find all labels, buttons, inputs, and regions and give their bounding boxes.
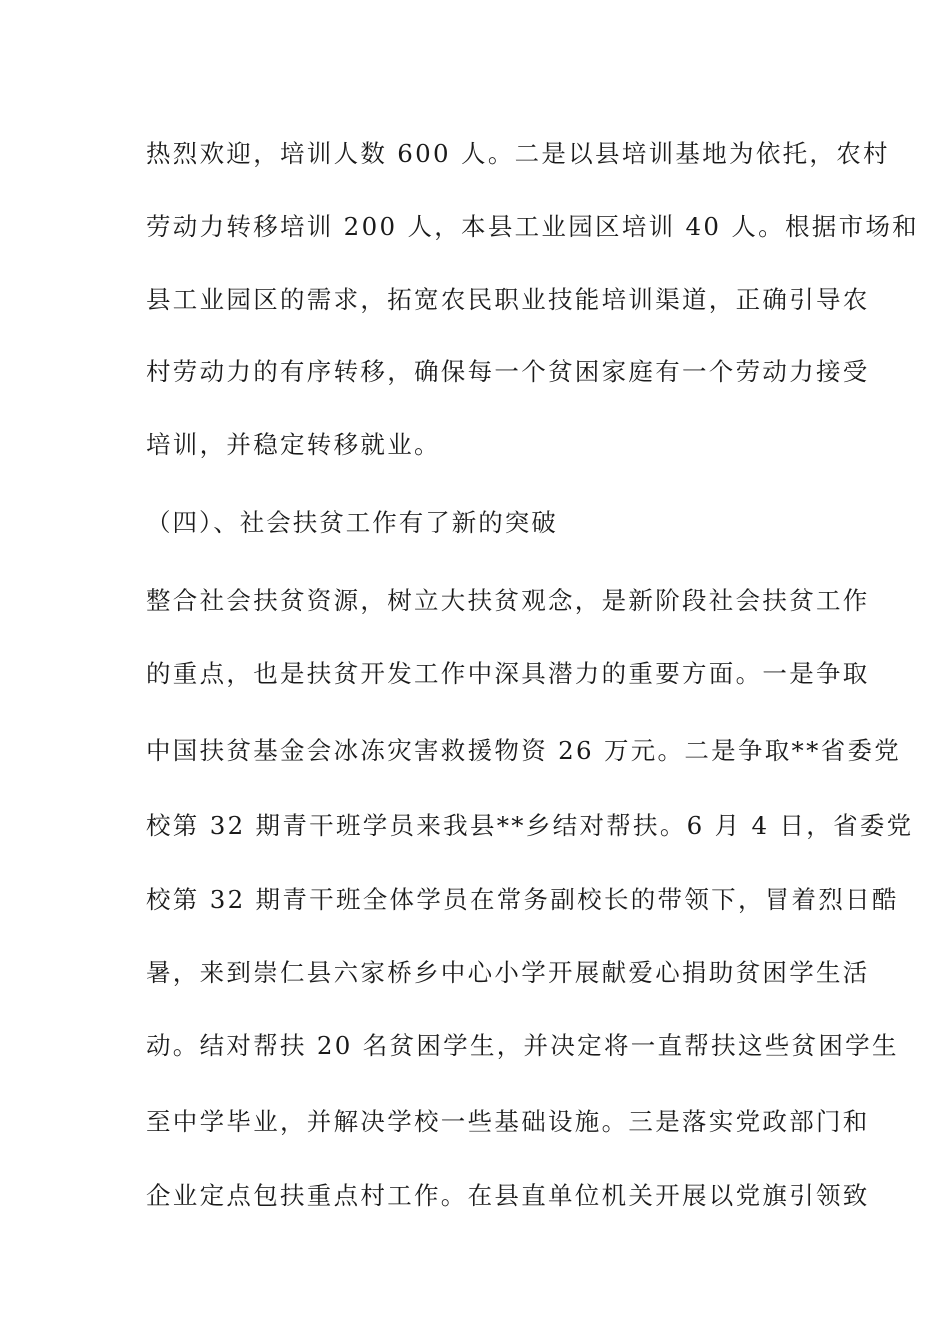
paragraph-line: 校第 32 期青干班学员来我县**乡结对帮扶。6 月 4 日，省委党 [146, 811, 914, 840]
paragraph-line: 整合社会扶贫资源，树立大扶贫观念，是新阶段社会扶贫工作 [146, 586, 870, 615]
paragraph-line: 县工业园区的需求，拓宽农民职业技能培训渠道，正确引导农 [146, 285, 870, 314]
paragraph-line: 暑，来到崇仁县六家桥乡中心小学开展献爱心捐助贫困学生活 [146, 958, 870, 987]
paragraph-line: 的重点，也是扶贫开发工作中深具潜力的重要方面。一是争取 [146, 659, 870, 688]
paragraph-line: 培训，并稳定转移就业。 [146, 430, 441, 459]
paragraph-line: 动。结对帮扶 20 名贫困学生，并决定将一直帮扶这些贫困学生 [146, 1031, 899, 1060]
paragraph-line: 村劳动力的有序转移，确保每一个贫困家庭有一个劳动力接受 [146, 357, 870, 386]
section-heading: （四）、社会扶贫工作有了新的突破 [146, 508, 558, 537]
paragraph-line: 劳动力转移培训 200 人，本县工业园区培训 40 人。根据市场和 [146, 212, 919, 241]
paragraph-line: 校第 32 期青干班全体学员在常务副校长的带领下，冒着烈日酷 [146, 885, 899, 914]
paragraph-line: 热烈欢迎，培训人数 600 人。二是以县培训基地为依托，农村 [146, 139, 890, 168]
paragraph-line: 企业定点包扶重点村工作。在县直单位机关开展以党旗引领致 [146, 1181, 870, 1210]
paragraph-line: 中国扶贫基金会冰冻灾害救援物资 26 万元。二是争取**省委党 [146, 736, 902, 765]
paragraph-line: 至中学毕业，并解决学校一些基础设施。三是落实党政部门和 [146, 1107, 870, 1136]
